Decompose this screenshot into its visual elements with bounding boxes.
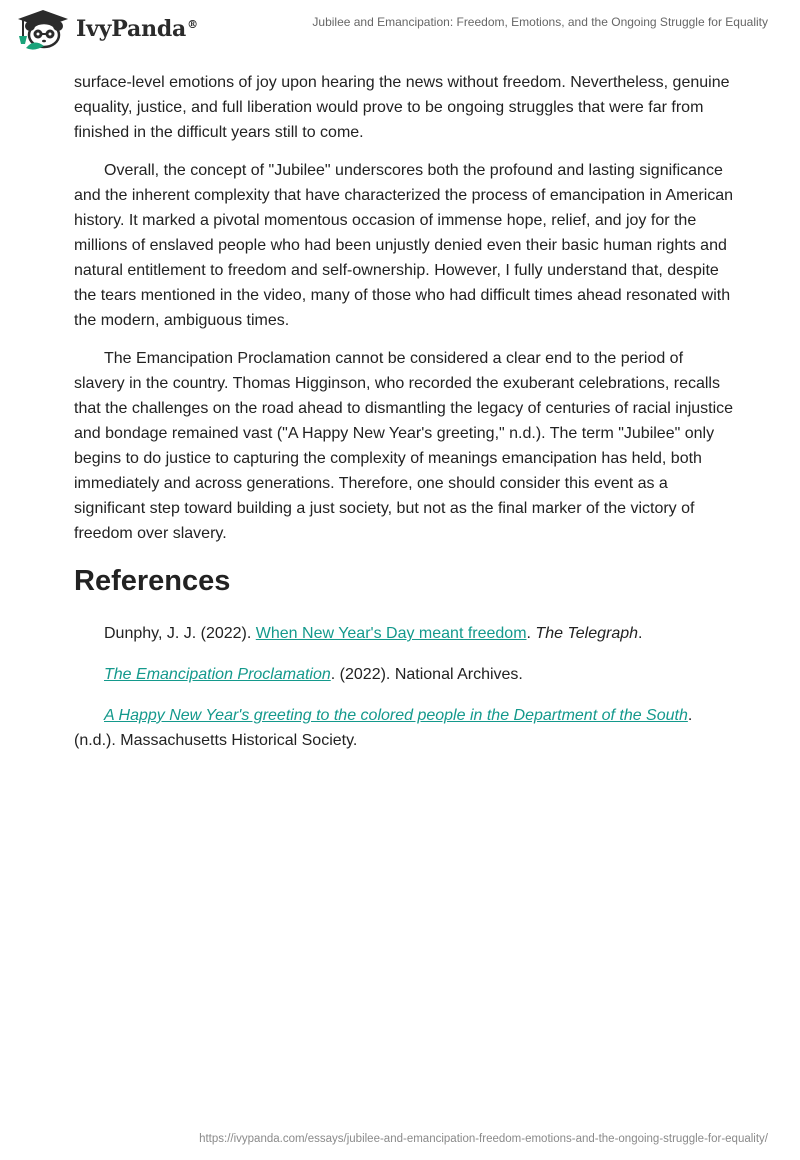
reference-author: Dunphy, J. J. (2022). [104, 625, 256, 642]
logo-wordmark [76, 16, 198, 42]
reference-link[interactable]: When New Year's Day meant freedom [255, 625, 527, 642]
reference-link[interactable]: A Happy New Year's greeting to the colored people in the Department of the South [104, 707, 688, 724]
reference-item [74, 662, 734, 687]
document-title: Jubilee and Emancipation: Freedom, Emotions, and the Ongoing Struggle for Equality [312, 15, 768, 29]
panda-graduation-cap-icon [14, 8, 72, 50]
essay-content [74, 70, 734, 769]
reference-item [74, 703, 734, 753]
reference-link[interactable]: The Emancipation Proclamation [104, 666, 331, 683]
ivypanda-logo[interactable] [14, 8, 198, 50]
reference-tail: . (n.d.). Massachusetts Historical Society. [74, 707, 693, 749]
reference-separator: . [526, 625, 536, 642]
reference-tail: . (2022). National Archives. [330, 666, 523, 683]
references-heading: References [74, 565, 231, 597]
body-paragraph: Overall, the concept of "Jubilee" underscores both the profound and lasting significance and the inherent complexity that have characterized the process of emancipation in American history. It marked a pivotal momentous occasion of immense hope, relief, and joy for the millions of enslaved people who had been unjustly denied even their basic human rights and natural entitlement to freedom and self-ownership. However, I fully understand that, despite the tears mentioned in the video, many of those who had difficult times ahead resonated with the modern, ambiguous times. [74, 162, 734, 329]
body-paragraph: surface-level emotions of joy upon hearing the news without freedom. Nevertheless, genuine equality, justice, and full liberation would prove to be ongoing struggles that were far from finished in the difficult years still to come. [74, 74, 730, 141]
registered-mark: ® [187, 17, 198, 31]
body-paragraph: The Emancipation Proclamation cannot be considered a clear end to the period of slavery in the country. Thomas Higginson, who recorded the exuberant celebrations, recalls that the challenges on the road ahead to dismantling the legacy of centuries of racial injustice and bondage remained vast ("A Happy New Year's greeting," n.d.). The term "Jubilee" only begins to do justice to capturing the complexity of meanings emancipation has held, both immediately and across generations. Therefore, one should consider this event as a significant step toward building a just society, but not as the final marker of the victory of freedom over slavery. [74, 350, 734, 542]
footer-url[interactable]: https://ivypanda.com/essays/jubilee-and-emancipation-freedom-emotions-and-the-ongoing-struggle-for-equality/ [199, 1133, 768, 1145]
page-header [0, 0, 800, 60]
reference-item [74, 621, 734, 646]
logo-text: IvyPanda [76, 16, 187, 42]
reference-publication: The Telegraph [535, 625, 639, 642]
reference-tail: . [638, 625, 643, 642]
